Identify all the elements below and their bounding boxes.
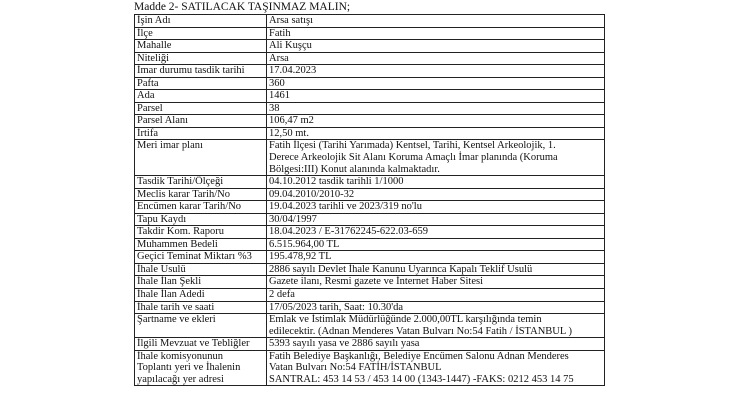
table-row bbox=[135, 176, 605, 189]
table-row bbox=[135, 52, 605, 65]
row-value: 106,47 m2 bbox=[267, 115, 605, 128]
row-label: İmar durumu tasdik tarihi bbox=[135, 65, 267, 78]
property-table-body bbox=[135, 15, 605, 386]
row-label: Şartname ve ekleri bbox=[135, 314, 267, 338]
row-value: 18.04.2023 / E-31762245-622.03-659 bbox=[267, 226, 605, 239]
row-value: 19.04.2023 tarihli ve 2023/319 no'lu bbox=[267, 201, 605, 214]
table-row bbox=[135, 77, 605, 90]
row-value-line: Vatan Bulvarı No:54 FATİH/İSTANBUL bbox=[269, 362, 442, 374]
row-label: Mahalle bbox=[135, 40, 267, 53]
row-value bbox=[267, 314, 605, 338]
row-value: 1461 bbox=[267, 90, 605, 103]
row-value-line: Bölgesi:III) Konut alanında kalmaktadır. bbox=[269, 163, 440, 175]
table-row bbox=[135, 238, 605, 251]
row-label: Parsel bbox=[135, 102, 267, 115]
table-row bbox=[135, 115, 605, 128]
table-row bbox=[135, 102, 605, 115]
row-value: 09.04.2010/2010-32 bbox=[267, 188, 605, 201]
table-row bbox=[135, 127, 605, 140]
row-label-line: Toplantı yeri ve İhalenin bbox=[137, 362, 241, 374]
row-value: Gazete ilanı, Resmi gazete ve İnternet Haber Sitesi bbox=[267, 276, 605, 289]
row-label: Tasdik Tarihi/Ölçeği bbox=[135, 176, 267, 189]
row-value bbox=[267, 140, 605, 176]
row-value-line: Fatih Belediye Başkanlığı, Belediye Encümen Salonu Adnan Menderes bbox=[269, 350, 569, 362]
row-label-line: İhale komisyonunun bbox=[137, 350, 224, 362]
row-label: İhale Usulü bbox=[135, 263, 267, 276]
row-label: Muhammen Bedeli bbox=[135, 238, 267, 251]
table-row bbox=[135, 276, 605, 289]
table-row bbox=[135, 226, 605, 239]
table-row bbox=[135, 289, 605, 302]
row-label: Encümen karar Tarih/No bbox=[135, 201, 267, 214]
table-row bbox=[135, 338, 605, 351]
row-label bbox=[135, 350, 267, 386]
table-row bbox=[135, 213, 605, 226]
row-value: 17/05/2023 tarih, Saat: 10.30'da bbox=[267, 301, 605, 314]
table-row bbox=[135, 188, 605, 201]
row-label: Niteliği bbox=[135, 52, 267, 65]
property-table bbox=[134, 14, 605, 386]
table-row bbox=[135, 140, 605, 176]
row-label: Pafta bbox=[135, 77, 267, 90]
row-label: Takdir Kom. Raporu bbox=[135, 226, 267, 239]
section-heading: Madde 2- SATILACAK TAŞINMAZ MALIN; bbox=[134, 1, 351, 13]
row-value-line: Derece Arkeolojik Sit Alanı Koruma Amaçlı İmar planında (Koruma bbox=[269, 152, 558, 164]
row-value: Arsa bbox=[267, 52, 605, 65]
table-row bbox=[135, 301, 605, 314]
table-row bbox=[135, 27, 605, 40]
row-value: 04.10.2012 tasdik tarihli 1/1000 bbox=[267, 176, 605, 189]
row-label: İrtifa bbox=[135, 127, 267, 140]
row-value: Fatih bbox=[267, 27, 605, 40]
row-label: Parsel Alanı bbox=[135, 115, 267, 128]
row-value: 195.478,92 TL bbox=[267, 251, 605, 264]
row-value: 17.04.2023 bbox=[267, 65, 605, 78]
row-value-line: edilecektir. (Adnan Menderes Vatan Bulvarı No:54 Fatih / İSTANBUL ) bbox=[269, 325, 573, 337]
row-value: 360 bbox=[267, 77, 605, 90]
table-row bbox=[135, 350, 605, 386]
table-row bbox=[135, 40, 605, 53]
row-value-line: Emlak ve İstimlak Müdürlüğünde 2.000,00TL karşılığında temin bbox=[269, 314, 542, 326]
table-row bbox=[135, 314, 605, 338]
row-value-line: SANTRAL: 453 14 53 / 453 14 00 (1343-1447) -FAKS: 0212 453 14 75 bbox=[269, 373, 574, 385]
row-label: Ada bbox=[135, 90, 267, 103]
table-row bbox=[135, 263, 605, 276]
row-label: İşin Adı bbox=[135, 15, 267, 28]
row-label: Meri imar planı bbox=[135, 140, 267, 176]
row-label: Geçici Teminat Miktarı %3 bbox=[135, 251, 267, 264]
row-value: 12,50 mt. bbox=[267, 127, 605, 140]
row-value: 6.515.964,00 TL bbox=[267, 238, 605, 251]
table-row bbox=[135, 65, 605, 78]
table-row bbox=[135, 15, 605, 28]
row-value-line: Fatih İlçesi (Tarihi Yarımada) Kentsel, Tarihi, Kentsel Arkeolojik, 1. bbox=[269, 140, 556, 152]
row-label: İhale İlan Adedi bbox=[135, 289, 267, 302]
row-value: 2 defa bbox=[267, 289, 605, 302]
row-value: 2886 sayılı Devlet İhale Kanunu Uyarınca Kapalı Teklif Usulü bbox=[267, 263, 605, 276]
row-label: Tapu Kaydı bbox=[135, 213, 267, 226]
row-label: Meclis karar Tarih/No bbox=[135, 188, 267, 201]
row-value: 30/04/1997 bbox=[267, 213, 605, 226]
row-value: Arsa satışı bbox=[267, 15, 605, 28]
table-row bbox=[135, 201, 605, 214]
row-label: İlçe bbox=[135, 27, 267, 40]
row-label: İhale İlan Şekli bbox=[135, 276, 267, 289]
row-value: 5393 sayılı yasa ve 2886 sayılı yasa bbox=[267, 338, 605, 351]
table-row bbox=[135, 251, 605, 264]
row-value: Ali Kuşçu bbox=[267, 40, 605, 53]
row-value: 38 bbox=[267, 102, 605, 115]
row-label: İlgili Mevzuat ve Tebliğler bbox=[135, 338, 267, 351]
table-row bbox=[135, 90, 605, 103]
row-label: İhale tarih ve saati bbox=[135, 301, 267, 314]
row-value bbox=[267, 350, 605, 386]
row-label-line: yapılacağı yer adresi bbox=[137, 373, 224, 385]
